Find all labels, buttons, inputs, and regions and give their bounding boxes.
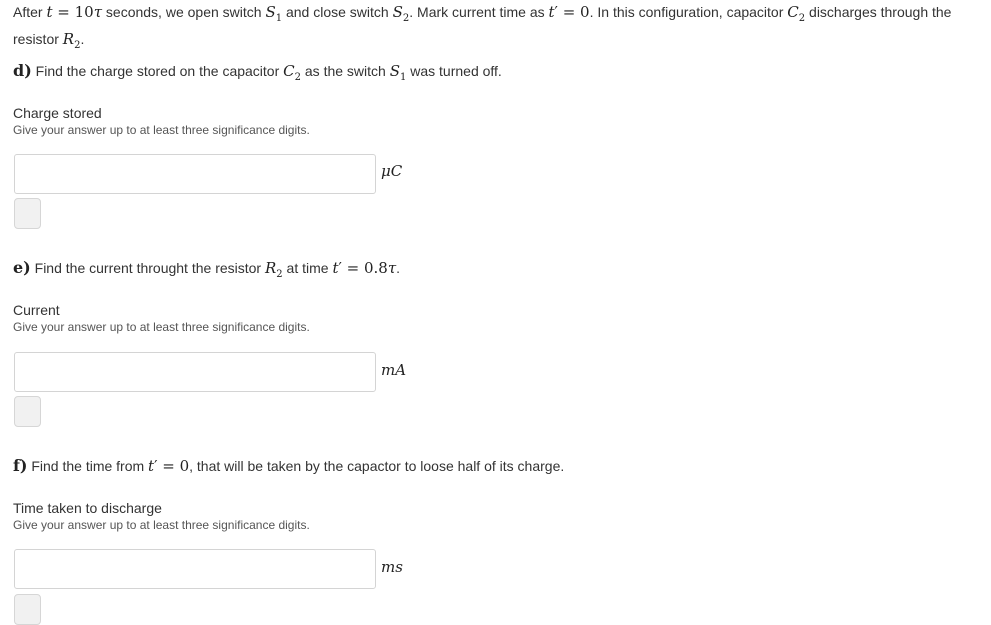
math-t-prime: t (332, 259, 339, 277)
math-t-prime: t (148, 457, 155, 475)
math-equals-0: = 0 (157, 457, 190, 475)
question-text: at time (282, 260, 333, 276)
math-sub: 1 (275, 12, 283, 24)
intro-text: After (13, 4, 47, 20)
math-sub: 2 (74, 39, 81, 51)
question-text: was turned off. (406, 63, 502, 79)
math-tau: τ (93, 3, 103, 21)
question-text: . (396, 260, 401, 276)
intro-text: . (80, 30, 85, 47)
math-r2: R (62, 29, 75, 48)
submit-answer-button[interactable] (14, 396, 41, 427)
question-text: Find the current throught the resistor (30, 260, 265, 276)
math-sub: 2 (798, 12, 806, 24)
intro-text: seconds, we open switch (102, 4, 266, 20)
math-prime: ′ (154, 457, 158, 475)
intro-text: . In this configuration, capacitor (589, 4, 788, 20)
math-equals-10: = 10 (52, 3, 94, 21)
question-text: Find the charge stored on the capacitor (31, 63, 284, 79)
math-sub: 2 (402, 12, 410, 24)
question-e (13, 258, 400, 285)
field-label: Current (13, 302, 60, 318)
math-tau: τ (387, 259, 397, 277)
math-equals-0: = 0 (557, 3, 590, 21)
problem-intro (13, 2, 983, 56)
math-equals-value: = 0.8 (341, 259, 388, 277)
math-sub: 2 (294, 71, 301, 83)
math-sub: 1 (399, 71, 407, 83)
intro-text: . Mark current time as (409, 4, 549, 20)
question-letter: f) (13, 456, 28, 475)
field-label: Charge stored (13, 105, 102, 121)
field-hint: Give your answer up to at least three significance digits. (13, 123, 310, 137)
math-t-prime: t (548, 3, 555, 21)
unit-label: mA (381, 361, 407, 379)
intro-text: and close switch (282, 4, 393, 20)
question-d (13, 61, 502, 88)
math-s1: S (389, 62, 400, 80)
question-text: Find the time from (27, 458, 149, 474)
unit-label: ms (381, 558, 403, 576)
field-hint: Give your answer up to at least three significance digits. (13, 320, 310, 334)
math-c2: C (787, 3, 799, 21)
question-f (13, 456, 564, 476)
submit-answer-button[interactable] (14, 198, 41, 229)
field-hint: Give your answer up to at least three significance digits. (13, 518, 310, 532)
math-r2: R (264, 259, 277, 277)
question-text: , that will be taken by the capactor to loose half of its charge. (189, 458, 565, 474)
question-letter: e) (13, 258, 31, 277)
math-c2: C (283, 62, 295, 80)
math-t: t (46, 3, 53, 21)
charge-stored-input[interactable] (14, 154, 376, 194)
math-prime: ′ (554, 3, 558, 21)
field-label: Time taken to discharge (13, 500, 162, 516)
math-prime: ′ (338, 259, 342, 277)
time-taken-input[interactable] (14, 549, 376, 589)
math-s1: S (265, 3, 276, 21)
intro-text: discharges through the resistor (13, 4, 952, 47)
math-s2: S (392, 3, 403, 21)
question-letter: d) (13, 61, 32, 80)
submit-answer-button[interactable] (14, 594, 41, 625)
current-input[interactable] (14, 352, 376, 392)
question-text: as the switch (301, 63, 390, 79)
unit-label: μC (381, 162, 403, 180)
math-sub: 2 (276, 268, 283, 280)
